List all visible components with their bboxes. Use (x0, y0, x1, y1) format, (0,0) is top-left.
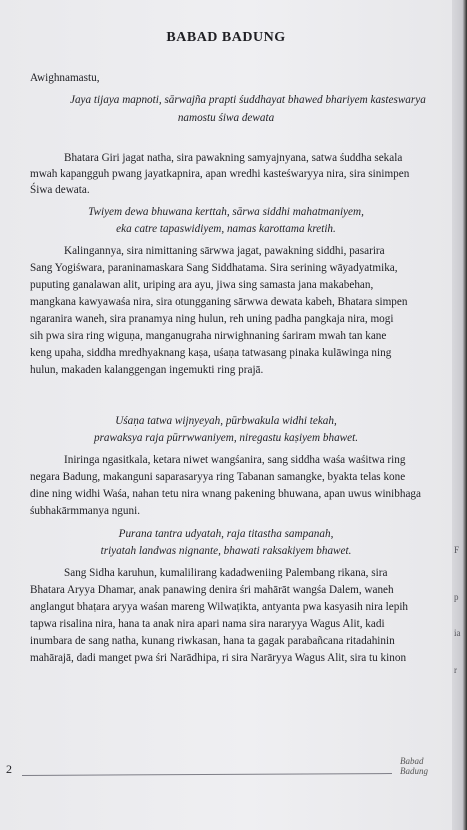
text-line: dine ning widhi Waśa, nahan tetu nira wnang pakening bhuwana, apan uwus winibhaga (30, 488, 421, 500)
text-line: śubhakārmmanya nguni. (30, 505, 140, 517)
edge-letter: p (454, 592, 459, 602)
edge-letter: F (454, 545, 460, 555)
text-line: namostu śiwa dewata (177, 112, 275, 124)
text-line: Sang Yogiśwara, paraninamaskara Sang Siddhatama. Sira serining wāyadyatmika, (30, 262, 398, 274)
text-line: triyatah landwas nignante, bhawati raksakiyem bhawet. (100, 545, 352, 557)
text-line: sih pwa sira ring wiguṇa, manganugraha nirwighnaning śariram mwah tan kane (30, 330, 387, 342)
text-line: eka catre tapaswidiyem, namas karottama kretih. (116, 223, 336, 235)
page-title: BABAD BADUNG (166, 30, 286, 45)
text-line: Bhatara Giri jagat natha, sira pawakning samyajnyana, satwa śuddha sekala (64, 152, 403, 164)
text-line: mangkana kawyawaśa nira, sira otungganing sārwwa dewata kabeh, Bhatara simpen (30, 296, 408, 308)
running-head: Babad Badung (400, 756, 428, 776)
text-line: ngaranira waneh, sira pranamya ning hulun, reh uning padha pangkaja nira, mogi (30, 313, 394, 325)
text-line: Awighnamastu, (30, 72, 100, 84)
text-line: inumbara de sang natha, kunang riwkasan, hana ta gagak parabañcana ritadahinin (30, 635, 395, 647)
edge-letter: ia (454, 628, 461, 638)
text-line: Jaya tijaya mapnoti, sārwajña prapti śuddhayat bhawed bhariyem kasteswarya (70, 94, 426, 106)
page-number: 2 (6, 762, 12, 776)
text-line: keng upaha, siddha mredhyaknang kaṣa, uśaṇa tatwasang pinaka kulāwinga ning (30, 347, 392, 359)
text-line: hulun, makaden kalanggengan ingemukti ring prajā. (30, 364, 264, 376)
text-line: anglangut bhaṭara aryya waśan mareng Wilwaṭikta, antyanta pwa kasyasih nira lepih (30, 601, 409, 613)
text-line: puputing ganalawan alit, uriping ara ayu, jiwa sing samasta jana makabehan, (30, 279, 374, 291)
text-line: Śiwa dewata. (30, 184, 90, 196)
text-line: Sang Sidha karuhun, kumalilirang kadadweniing Palembang rikana, sira (64, 567, 388, 579)
text-line: Iniringa ngasitkala, ketara niwet wangśanira, sang siddha waśa waśitwa ring (64, 454, 406, 466)
text-line: Kalingannya, sira nimittaning sārwwa jagat, pawakning siddhi, pasarira (64, 245, 385, 257)
text-line: Bhatara Aryya Dhamar, anak panawing denira śri mahārāt wangśa Dalem, waneh (30, 584, 394, 596)
text-line: prawaksya raja pūrrwwaniyem, niregastu kaṣiyem bhawet. (93, 432, 359, 444)
text-line: tapwa risalina nira, hana ta anak nira apari nama sira nararyya Wagus Alit, kadi (30, 618, 385, 630)
text-line: mahārajā, dadi manget pwa śri Narādhipa, ri sira Narāryya Wagus Alit, sira tu kinon (30, 652, 407, 664)
text-line: mwah kapangguh pwang jayatkapnira, apan wredhi kasteśwaryya nira, sira sinimpen (30, 168, 410, 180)
footer-rule (22, 773, 392, 776)
adjacent-page-edge (452, 0, 467, 830)
text-line: Twiyem dewa bhuwana kerttah, sārwa siddhi mahatmaniyem, (88, 206, 364, 218)
edge-letter: r (454, 665, 457, 675)
text-line: Purana tantra udyatah, raja titastha sampanah, (118, 528, 334, 540)
text-line: negara Badung, makanguni saparasaryya ring Tabanan samangke, byakta telas kone (30, 471, 406, 483)
text-line: Uśaṇa tatwa wijnyeyah, pūrbwakula widhi tekah, (115, 415, 337, 427)
